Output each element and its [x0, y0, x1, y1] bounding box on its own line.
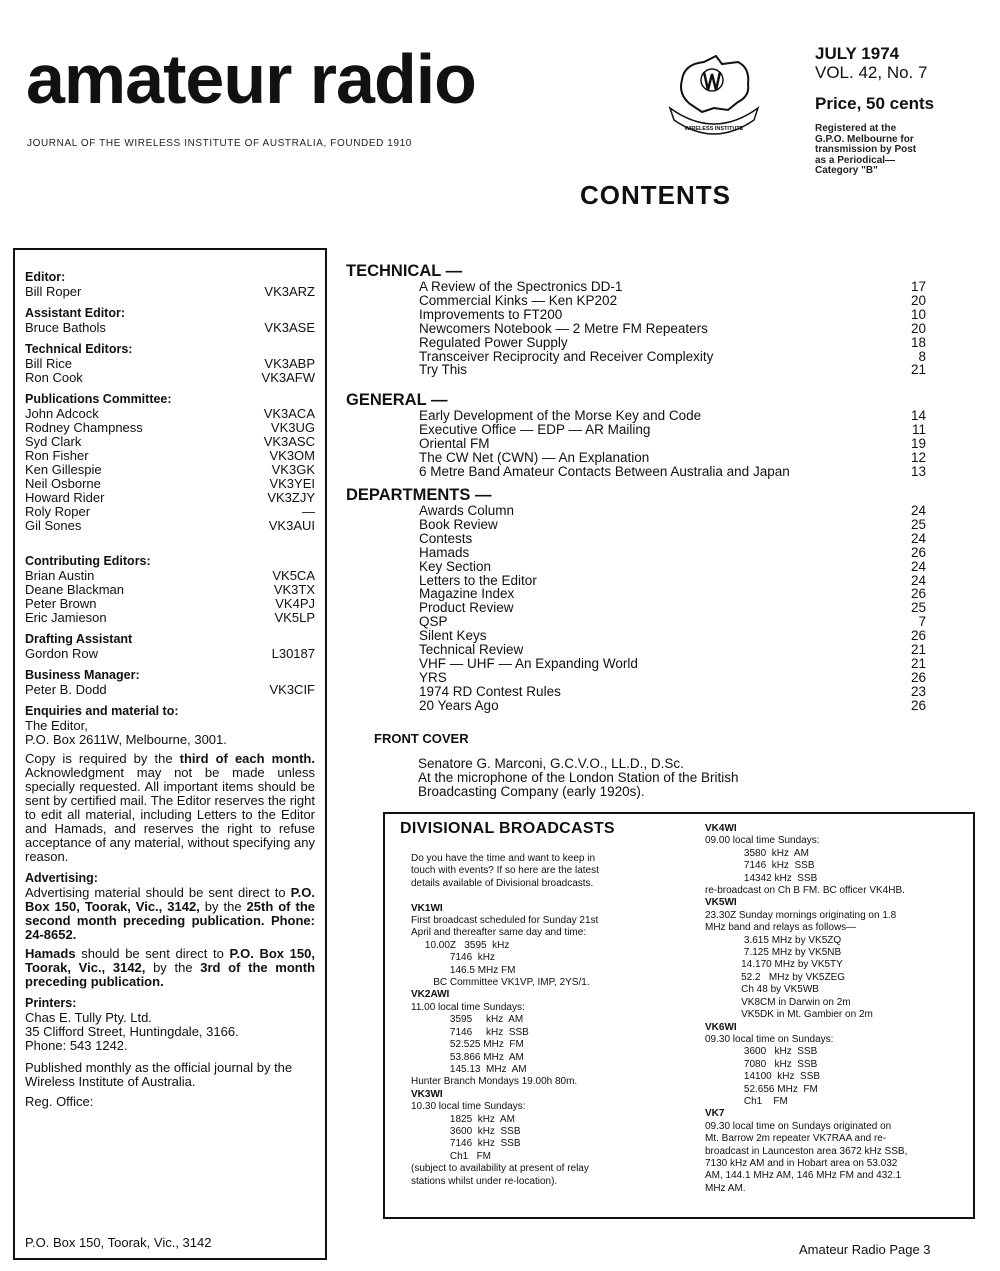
staff-name: Eric Jamieson: [25, 610, 107, 625]
printers-line-2: 35 Clifford Street, Huntingdale, 3166.: [25, 1024, 239, 1039]
staff-callsign: VK3OM: [269, 448, 315, 463]
toc-item-title: Product Review: [419, 600, 514, 616]
toc-item-page: 7: [918, 614, 926, 630]
toc-item: [346, 699, 926, 713]
toc-item: [346, 363, 926, 377]
broadcast-line: 7146 kHz SSB: [705, 860, 815, 872]
toc-item-title: A Review of the Spectronics DD-1: [419, 279, 623, 294]
staff-row: [25, 683, 315, 697]
broadcast-line: 52.656 MHz FM: [705, 1083, 818, 1095]
contents-heading: CONTENTS: [580, 180, 731, 210]
broadcast-line: 3595 kHz AM: [411, 1014, 524, 1026]
toc-item: [346, 671, 926, 685]
front-cover-heading: FRONT COVER: [374, 731, 469, 746]
station-callsign-heading: VK5WI: [705, 897, 737, 909]
broadcast-line: (subject to availability at present of relay: [411, 1163, 589, 1175]
toc-item-title: 1974 RD Contest Rules: [419, 683, 561, 699]
broadcast-line: 3600 kHz SSB: [705, 1046, 818, 1058]
staff-callsign: VK3GK: [271, 462, 315, 477]
toc-item-title: Oriental FM: [419, 435, 490, 451]
station-callsign-heading: VK6WI: [705, 1021, 737, 1033]
staff-row: [25, 477, 315, 491]
broadcast-line: 23.30Z Sunday mornings originating on 1.8: [705, 909, 897, 921]
staff-callsign: VK5LP: [274, 610, 315, 625]
toc-category-technical: TECHNICAL —: [346, 262, 463, 280]
drafting-assistant-list: [25, 647, 315, 661]
staff-callsign: VK3TX: [273, 582, 315, 597]
toc-item-page: 12: [910, 449, 926, 465]
enquiries-line-1: The Editor,: [25, 718, 88, 733]
toc-item-page: 26: [910, 586, 926, 602]
broadcast-line: VK8CM in Darwin on 2m: [705, 996, 851, 1008]
toc-item-title: The CW Net (CWN) — An Explanation: [419, 449, 650, 465]
broadcast-line: BC Committee VK1VP, IMP, 2YS/1.: [411, 977, 590, 989]
toc-item-title: Technical Review: [419, 642, 524, 658]
toc-item: [346, 629, 926, 643]
broadcast-line: 52.2 MHz by VK5ZEG: [705, 971, 846, 983]
staff-row: [25, 449, 315, 463]
broadcast-line: Mt. Barrow 2m repeater VK7RAA and re-: [705, 1133, 887, 1145]
staff-callsign: VK4PJ: [275, 596, 315, 611]
broadcast-line: details available of Divisional broadcasts.: [411, 877, 594, 889]
broadcast-line: 10.00Z 3595 kHz: [411, 939, 510, 951]
broadcast-line: 11.00 local time Sundays:: [411, 1001, 525, 1013]
staff-row: [25, 407, 315, 421]
toc-item-page: 20: [910, 320, 926, 336]
divisional-left-column: [411, 853, 673, 1188]
toc-item: [346, 574, 926, 588]
toc-item: [346, 643, 926, 657]
broadcast-line: Do you have the time and want to keep in: [411, 853, 596, 864]
toc-item: [346, 546, 926, 560]
toc-item-page: 26: [910, 628, 926, 644]
toc-item-title: Magazine Index: [419, 586, 515, 602]
published-note: Published monthly as the official journal by the Wireless Institute of Australia.: [25, 1060, 293, 1089]
printers-line-1: Chas E. Tully Pty. Ltd.: [25, 1010, 152, 1025]
issue-price: Price, 50 cents: [815, 94, 935, 113]
front-cover-caption: Senatore G. Marconi, G.C.V.O., LL.D., D.Sc. At the microphone of the London Station of the British Broadcasting Company (early 1920s).: [418, 756, 739, 799]
toc-item-page: 26: [910, 669, 926, 685]
toc-item-page: 25: [910, 516, 926, 532]
toc-item: [346, 308, 926, 322]
broadcast-line: Ch1 FM: [705, 1095, 788, 1107]
staff-row: [25, 519, 315, 533]
broadcast-line: Hunter Branch Mondays 19.00h 80m.: [411, 1076, 578, 1088]
toc-item: [346, 685, 926, 699]
printers-label: Printers:: [25, 996, 77, 1010]
publications-committee-list: [25, 407, 315, 533]
publications-committee-label: Publications Committee:: [25, 392, 172, 406]
toc-item: [346, 518, 926, 532]
reg-office-label: Reg. Office:: [25, 1094, 94, 1109]
staff-row: [25, 611, 315, 625]
toc-item: [346, 587, 926, 601]
broadcast-line: MHz AM.: [705, 1182, 746, 1194]
staff-row: [25, 463, 315, 477]
toc-category-general: GENERAL —: [346, 391, 448, 409]
staff-callsign: L30187: [271, 646, 315, 661]
station-callsign-heading: VK2AWI: [411, 989, 450, 1001]
staff-row: [25, 421, 315, 435]
toc-item: [346, 336, 926, 350]
toc-item-title: Hamads: [419, 544, 470, 560]
staff-box: [13, 248, 327, 1260]
toc-item-title: VHF — UHF — An Expanding World: [419, 655, 638, 671]
toc-item: [346, 451, 926, 465]
broadcast-line: 7146 kHz: [411, 952, 495, 964]
drafting-assistant-label: Drafting Assistant: [25, 632, 133, 646]
toc-item-page: 21: [910, 642, 926, 658]
toc-item-title: Try This: [419, 362, 468, 378]
broadcast-line: 14342 kHz SSB: [705, 872, 818, 884]
staff-callsign: VK3ACA: [263, 406, 315, 421]
toc-item: [346, 560, 926, 574]
staff-name: Gil Sones: [25, 518, 82, 533]
staff-row: [25, 569, 315, 583]
toc-item: [346, 350, 926, 364]
staff-row: [25, 647, 315, 661]
toc-item-title: Newcomers Notebook — 2 Metre FM Repeaters: [419, 320, 708, 336]
toc-item-title: 20 Years Ago: [419, 697, 499, 713]
staff-row: [25, 321, 315, 335]
staff-row: [25, 491, 315, 505]
staff-callsign: VK3ASE: [264, 320, 315, 335]
staff-callsign: VK3ABP: [264, 356, 315, 371]
toc-item-title: Executive Office — EDP — AR Mailing: [419, 421, 651, 437]
broadcast-line: 1825 kHz AM: [411, 1113, 515, 1125]
broadcast-line: 7146 kHz SSB: [411, 1138, 521, 1150]
staff-callsign: —: [302, 504, 315, 519]
broadcast-line: 14100 kHz SSB: [705, 1071, 821, 1083]
enquiries-line-2: P.O. Box 2611W, Melbourne, 3001.: [25, 732, 227, 747]
wia-logo-icon: [664, 50, 764, 146]
enquiries-label: Enquiries and material to:: [25, 704, 179, 718]
staff-callsign: VK3ASC: [263, 434, 315, 449]
toc-item-page: 24: [910, 558, 926, 574]
broadcast-line: 09.00 local time Sundays:: [705, 835, 820, 847]
toc-item-page: 19: [910, 435, 926, 451]
toc-item: [346, 437, 926, 451]
staff-name: Peter B. Dodd: [25, 682, 107, 697]
staff-name: Ron Fisher: [25, 448, 89, 463]
broadcast-line: 7.125 MHz by VK5NB: [705, 947, 842, 959]
staff-callsign: VK3CIF: [269, 682, 315, 697]
toc-item: [346, 280, 926, 294]
staff-row: [25, 505, 315, 519]
broadcast-line: First broadcast scheduled for Sunday 21st: [411, 915, 599, 927]
toc-item-page: 20: [910, 292, 926, 308]
staff-name: Roly Roper: [25, 504, 91, 519]
broadcast-line: 7130 kHz AM and in Hobart area on 53.032: [705, 1157, 898, 1169]
broadcast-line: AM, 144.1 MHz AM, 146 MHz FM and 432.1: [705, 1170, 902, 1182]
toc-item-page: 21: [910, 362, 926, 378]
contributing-editors-label: Contributing Editors:: [25, 554, 151, 568]
toc-item-title: QSP: [419, 614, 448, 630]
toc-item-title: Early Development of the Morse Key and Code: [419, 408, 702, 423]
broadcast-line: 09.30 local time on Sundays originated on: [705, 1120, 892, 1132]
toc-item-page: 18: [910, 334, 926, 350]
staff-name: Deane Blackman: [25, 582, 124, 597]
staff-row: [25, 583, 315, 597]
toc-item-title: Improvements to FT200: [419, 306, 563, 322]
advertising-label: Advertising:: [25, 871, 98, 885]
toc-technical-items: [346, 280, 926, 377]
toc-item-page: 8: [918, 348, 926, 364]
broadcast-line: 146.5 MHz FM: [411, 964, 516, 976]
broadcast-line: 3580 kHz AM: [705, 847, 809, 859]
magazine-title: amateur radio: [26, 40, 476, 118]
staff-name: Bruce Bathols: [25, 320, 106, 335]
toc-item: [346, 294, 926, 308]
editor-list: [25, 285, 315, 299]
broadcast-line: 3600 kHz SSB: [411, 1125, 521, 1137]
issue-date: JULY 1974: [815, 44, 900, 63]
toc-item-title: Transceiver Reciprocity and Receiver Complexity: [419, 348, 714, 364]
broadcast-line: VK5DK in Mt. Gambier on 2m: [705, 1009, 873, 1021]
staff-row: [25, 597, 315, 611]
toc-item-title: 6 Metre Band Amateur Contacts Between Australia and Japan: [419, 463, 790, 479]
toc-item-page: 14: [910, 408, 926, 423]
staff-row: [25, 357, 315, 371]
station-callsign-heading: VK3WI: [411, 1088, 443, 1100]
toc-item-title: Book Review: [419, 516, 498, 532]
broadcast-line: 3.615 MHz by VK5ZQ: [705, 934, 842, 946]
staff-name: Syd Clark: [25, 434, 82, 449]
page-footer: Amateur Radio Page 3: [799, 1242, 931, 1257]
toc-item: [346, 657, 926, 671]
staff-name: Rodney Champness: [25, 420, 143, 435]
toc-item-title: Silent Keys: [419, 628, 487, 644]
broadcast-line: April and thereafter same day and time:: [411, 927, 587, 939]
toc-item-page: 17: [910, 279, 926, 294]
broadcast-line: re-broadcast on Ch B FM. BC officer VK4HB.: [705, 885, 905, 897]
toc-item: [346, 504, 926, 518]
toc-item-title: Letters to the Editor: [419, 572, 537, 588]
toc-item-page: 11: [911, 421, 926, 437]
staff-callsign: VK5CA: [272, 568, 315, 583]
broadcast-line: 7146 kHz SSB: [411, 1026, 529, 1038]
toc-item-title: Awards Column: [419, 503, 515, 518]
staff-name: Neil Osborne: [25, 476, 101, 491]
staff-name: Brian Austin: [25, 568, 95, 583]
station-callsign-heading: VK7: [705, 1108, 725, 1120]
advertising-paragraph: Advertising material should be sent direct to P.O. Box 150, Toorak, Vic., 3142, by the 25th of the second month preceding publication. Phone: 24-8652.: [25, 885, 315, 942]
toc-item: [346, 423, 926, 437]
assistant-editor-list: [25, 321, 315, 335]
broadcast-line: Ch1 FM: [411, 1150, 492, 1162]
business-manager-list: [25, 683, 315, 697]
broadcast-line: 52.525 MHz FM: [411, 1039, 524, 1051]
staff-callsign: VK3YEI: [269, 476, 315, 491]
svg-text:WIRELESS INSTITUTE: WIRELESS INSTITUTE: [684, 126, 744, 132]
toc-item-title: YRS: [419, 669, 447, 685]
hamads-paragraph: Hamads should be sent direct to P.O. Box 150, Toorak, Vic., 3142, by the 3rd of the month preceding publication.: [25, 946, 316, 989]
broadcast-line: 09.30 local time on Sundays:: [705, 1033, 834, 1045]
toc-departments: [346, 486, 926, 713]
broadcast-line: 14.170 MHz by VK5TY: [705, 959, 843, 971]
divisional-broadcasts-heading: DIVISIONAL BROADCASTS: [400, 820, 615, 837]
toc-item-page: 24: [910, 572, 926, 588]
staff-name: Ron Cook: [25, 370, 83, 385]
broadcast-line: [411, 890, 673, 902]
toc-item-title: Regulated Power Supply: [419, 334, 568, 350]
toc-item: [346, 322, 926, 336]
toc-item-page: 23: [910, 683, 926, 699]
station-callsign-heading: VK4WI: [705, 823, 737, 834]
toc-item-page: 13: [910, 463, 926, 479]
registration-note: Registered at the G.P.O. Melbourne for transmission by Post as a Periodical— Category "B": [815, 123, 917, 176]
broadcast-line: Ch 48 by VK5WB: [705, 984, 819, 996]
toc-item-page: 25: [910, 600, 926, 616]
toc-item-page: 24: [910, 530, 926, 546]
toc-item-page: 26: [910, 697, 926, 713]
contributing-editors-list: [25, 569, 315, 625]
reg-office-address: P.O. Box 150, Toorak, Vic., 3142: [25, 1235, 212, 1250]
toc-category-departments: DEPARTMENTS —: [346, 486, 492, 504]
staff-name: Bill Rice: [25, 356, 72, 371]
divisional-right-column: [705, 823, 963, 1195]
business-manager-label: Business Manager:: [25, 668, 140, 682]
broadcast-line: 7080 kHz SSB: [705, 1058, 818, 1070]
staff-name: Peter Brown: [25, 596, 97, 611]
toc-item-page: 24: [910, 503, 926, 518]
broadcast-line: broadcast in Launceston area 3672 kHz SSB,: [705, 1145, 908, 1157]
staff-callsign: VK3UG: [270, 420, 315, 435]
toc-item-page: 26: [910, 544, 926, 560]
assistant-editor-label: Assistant Editor:: [25, 306, 126, 320]
staff-callsign: VK3AUI: [268, 518, 315, 533]
editor-label: Editor:: [25, 270, 66, 284]
broadcast-line: MHz band and relays as follows—: [705, 922, 857, 934]
technical-editors-label: Technical Editors:: [25, 342, 133, 356]
toc-technical: [346, 262, 926, 377]
broadcast-line: 145.13 MHz AM: [411, 1063, 527, 1075]
station-callsign-heading: VK1WI: [411, 902, 443, 914]
printers-line-3: Phone: 543 1242.: [25, 1038, 128, 1053]
toc-item-title: Key Section: [419, 558, 492, 574]
staff-row: [25, 285, 315, 299]
staff-name: Gordon Row: [25, 646, 98, 661]
staff-name: Howard Rider: [25, 490, 105, 505]
toc-item-title: Contests: [419, 530, 473, 546]
toc-item-page: 21: [910, 655, 926, 671]
toc-item: [346, 409, 926, 423]
staff-callsign: VK3ARZ: [264, 284, 315, 299]
staff-callsign: VK3AFW: [261, 370, 315, 385]
broadcast-line: stations whilst under re-location).: [411, 1175, 558, 1187]
toc-departments-items: [346, 504, 926, 713]
staff-name: John Adcock: [25, 406, 99, 421]
broadcast-line: 53.866 MHz AM: [411, 1051, 524, 1063]
toc-general: [346, 391, 926, 479]
toc-item-title: Commercial Kinks — Ken KP202: [419, 292, 618, 308]
staff-row: [25, 435, 315, 449]
issue-volume: VOL. 42, No. 7: [815, 63, 928, 82]
magazine-subtitle: JOURNAL OF THE WIRELESS INSTITUTE OF AUSTRALIA, FOUNDED 1910: [27, 138, 412, 149]
toc-item: [346, 465, 926, 479]
toc-item: [346, 601, 926, 615]
staff-callsign: VK3ZJY: [267, 490, 315, 505]
copy-deadline-paragraph: Copy is required by the third of each month. Acknowledgment may not be made unless specially requested. All important items should be sent by certified mail. The Editor reserves the right to edit all material, including Letters to the Editor and Hamads, and reserves the right to refuse acceptance of any material, without specifying any reason.: [25, 751, 315, 864]
technical-editors-list: [25, 357, 315, 385]
broadcast-line: touch with events? If so here are the latest: [411, 865, 599, 877]
toc-general-items: [346, 409, 926, 479]
toc-item: [346, 615, 926, 629]
staff-row: [25, 371, 315, 385]
staff-name: Ken Gillespie: [25, 462, 102, 477]
staff-name: Bill Roper: [25, 284, 82, 299]
broadcast-line: 10.30 local time Sundays:: [411, 1101, 526, 1113]
toc-item-page: 10: [910, 306, 926, 322]
toc-item: [346, 532, 926, 546]
